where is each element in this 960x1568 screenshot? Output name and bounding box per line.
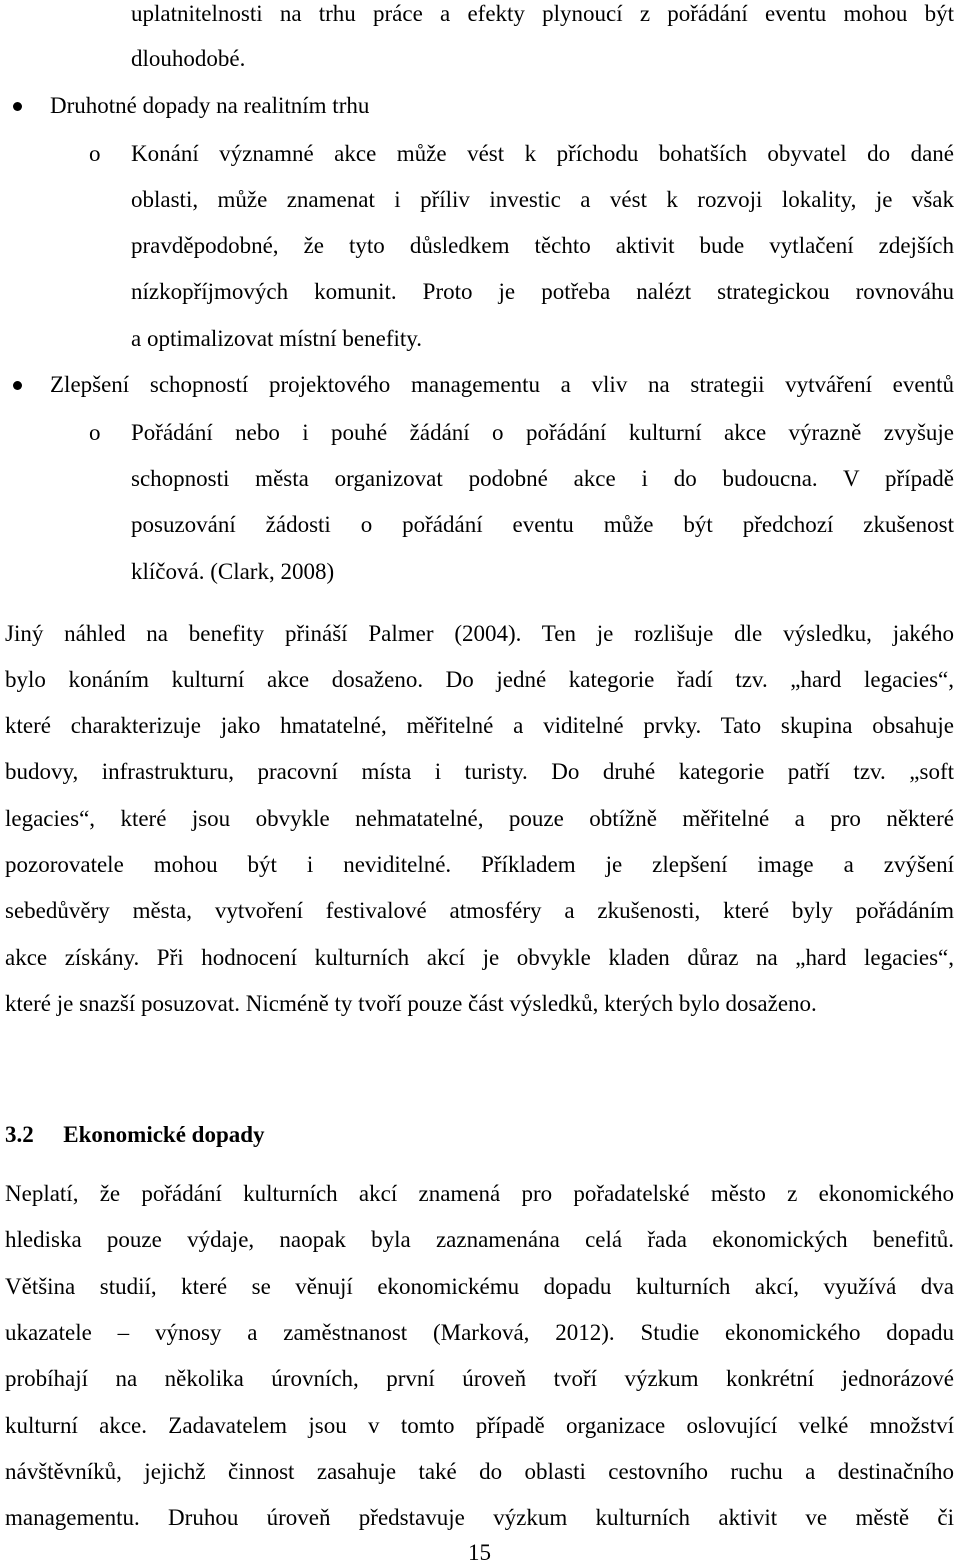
text-line: hlediska pouze výdaje, naopak byla zaznamenána celá řada ekonomických benefitů. [5, 1227, 954, 1252]
text-line: probíhají na několika úrovních, první úroveň tvoří výzkum konkrétní jednorázové [5, 1366, 954, 1391]
bullet-dot-icon [13, 102, 22, 111]
text-line: a optimalizovat místní benefity. [131, 326, 423, 351]
text-line: Neplatí, že pořádání kulturních akcí znamená pro pořadatelské město z ekonomického [5, 1181, 954, 1206]
text-line: nízkopříjmových komunit. Proto je potřeba nalézt strategickou rovnováhu [131, 279, 954, 304]
text-line: oblasti, může znamenat i příliv investic a vést k rozvoji lokality, je však [131, 187, 954, 212]
text-line: dlouhodobé. [131, 46, 246, 71]
section-title: Ekonomické dopady [63, 1122, 265, 1147]
text-line: pravděpodobné, že tyto důsledkem těchto aktivit bude vytlačení zdejších [131, 233, 954, 258]
text-line: budovy, infrastrukturu, pracovní místa i turisty. Do druhé kategorie patří tzv. „soft [5, 759, 954, 784]
text-line: managementu. Druhou úroveň představuje výzkum kulturních aktivit ve městě či [5, 1505, 954, 1530]
text-line: Konání významné akce může vést k příchodu bohatších obyvatel do dané [131, 141, 954, 166]
text-line: schopnosti města organizovat podobné akce i do budoucna. V případě [131, 466, 954, 491]
text-line: které charakterizuje jako hmatatelné, měřitelné a viditelné prvky. Tato skupina obsahuje [5, 713, 954, 738]
text-line: které je snazší posuzovat. Nicméně ty tvoří pouze část výsledků, kterých bylo dosaženo. [5, 991, 817, 1016]
text-line: kulturní akce. Zadavatelem jsou v tomto případě organizace oslovující velké množství [5, 1413, 954, 1438]
bullet-label: Zlepšení schopností projektového managementu a vliv na strategii vytváření eventů [50, 372, 954, 397]
bullet-dot-icon [13, 381, 22, 390]
text-line: Jiný náhled na benefity přináší Palmer (2004). Ten je rozlišuje dle výsledku, jakého [5, 621, 954, 646]
text-line: Pořádání nebo i pouhé žádání o pořádání kulturní akce výrazně zvyšuje [131, 420, 954, 445]
text-line: klíčová. (Clark, 2008) [131, 559, 335, 584]
sub-bullet-marker: o [89, 420, 101, 445]
text-line: posuzování žádosti o pořádání eventu může být předchozí zkušenost [131, 512, 954, 537]
text-line: uplatnitelnosti na trhu práce a efekty plynoucí z pořádání eventu mohou být [131, 1, 954, 26]
text-line: akce získány. Při hodnocení kulturních akcí je obvykle kladen důraz na „hard legacies“, [5, 945, 954, 970]
text-line: Většina studií, které se věnují ekonomickému dopadu kulturních akcí, využívá dva [5, 1274, 954, 1299]
text-line: ukazatele – výnosy a zaměstnanost (Marková, 2012). Studie ekonomického dopadu [5, 1320, 954, 1345]
section-heading [5, 1120, 265, 1150]
bullet-label: Druhotné dopady na realitním trhu [50, 93, 370, 118]
text-line: návštěvníků, jejichž činnost zasahuje také do oblasti cestovního ruchu a destinačního [5, 1459, 954, 1484]
text-line: legacies“, které jsou obvykle nehmatatelné, pouze obtížně měřitelné a pro některé [5, 806, 954, 831]
text-line: sebedůvěry města, vytvoření festivalové atmosféry a zkušenosti, které byly pořádáním [5, 898, 954, 923]
text-line: pozorovatele mohou být i neviditelné. Příkladem je zlepšení image a zvýšení [5, 852, 954, 877]
sub-bullet-marker: o [89, 141, 101, 166]
section-number: 3.2 [5, 1122, 34, 1147]
text-line: bylo konáním kulturní akce dosaženo. Do jedné kategorie řadí tzv. „hard legacies“, [5, 667, 954, 692]
page-number: 15 [468, 1540, 491, 1565]
